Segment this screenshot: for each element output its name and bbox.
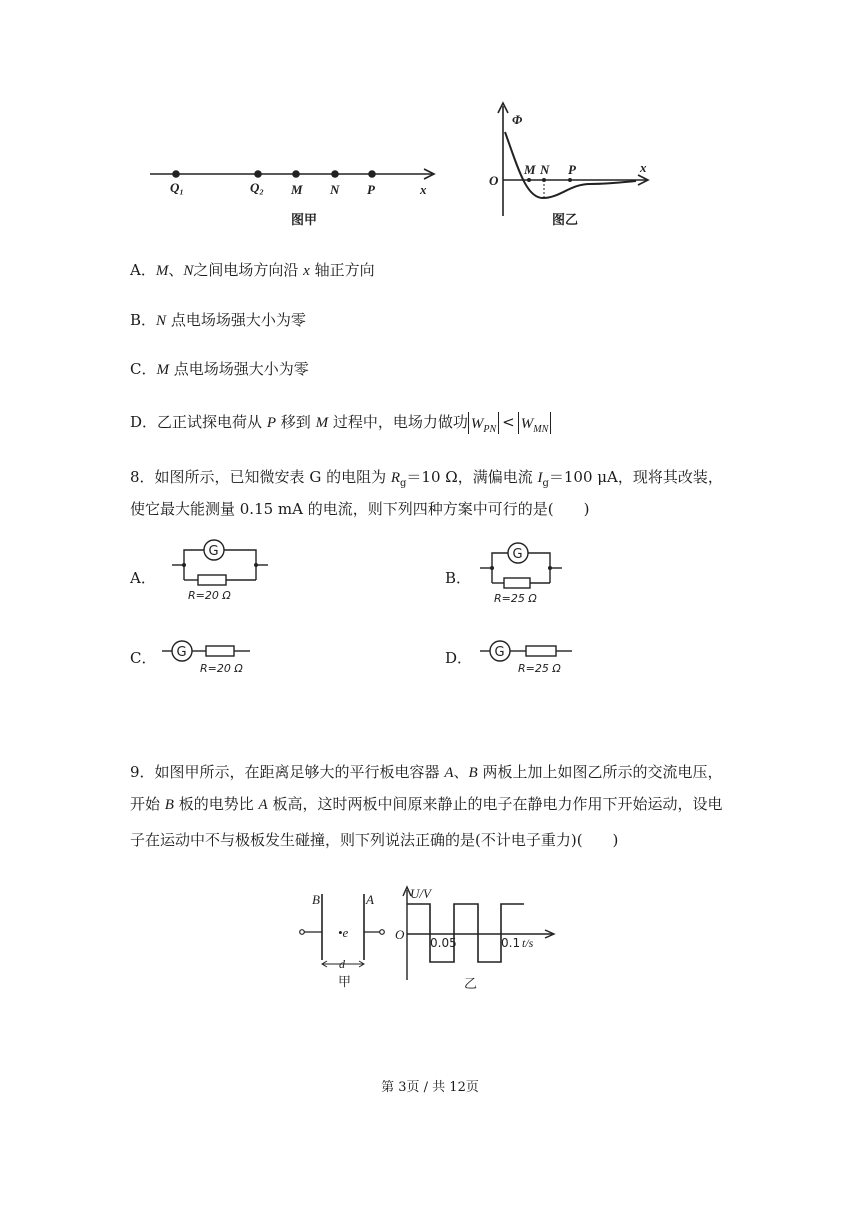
work-mn-abs: $W_{MN}$ <box>518 412 552 434</box>
q8-option-d-resistor: R=25 Ω <box>518 662 561 675</box>
figure-7-right <box>489 103 648 228</box>
axis-x-label-left: x <box>420 182 427 197</box>
q8-stem-line1: 8．如图所示，已知微安表 G 的电阻为 $R_g=10$ Ω，满偏电流 $I_g=100$ μA，现将其改装， <box>130 468 723 489</box>
q8-option-c-resistor: R=20 Ω <box>200 662 243 675</box>
y-axis-label: U/V <box>410 886 431 901</box>
q8-option-b-resistor: R=25 Ω <box>494 592 537 605</box>
point-m-label: M <box>291 182 303 197</box>
galvanometer-g-icon: G <box>512 547 523 562</box>
work-pn-abs: $W_{PN}$ <box>468 412 499 434</box>
q7-option-c: C．M 点电场场强大小为零 <box>130 360 309 378</box>
galvanometer-g-icon: G <box>176 645 187 660</box>
plate-b-label: B <box>312 892 320 907</box>
q7-option-a: A．M、N之间电场方向沿 x 轴正方向 <box>130 261 375 279</box>
origin-label-9: O <box>395 927 405 942</box>
q8-option-a-resistor: R=20 Ω <box>188 589 231 602</box>
plate-a-label: A <box>366 892 374 907</box>
axis-phi-label: Φ <box>512 112 523 127</box>
electron-label: •e <box>338 925 349 940</box>
origin-label-right: O <box>489 173 499 188</box>
q8-option-b-circuit <box>478 541 578 605</box>
figure-9-capacitor <box>300 892 385 990</box>
point-n-label: N <box>330 182 340 197</box>
q7-option-d: D．乙正试探电荷从 P 移到 M 过程中，电场力做功 $W_{PN} < W_{MN}$ <box>130 410 551 435</box>
galvanometer-g-icon: G <box>208 544 219 559</box>
q9-stem-line2: 开始 B 板的电势比 A 板高，这时两板中间原来静止的电子在静电力作用下开始运动，设电 <box>130 795 723 813</box>
point-q1-label: Q₁ <box>170 180 184 195</box>
figure-7 <box>150 98 670 238</box>
q9-stem-line1: 9．如图甲所示，在距离足够大的平行板电容器 A、B 两板上加上如图乙所示的交流电压， <box>130 763 723 781</box>
q7-option-b: B．N 点电场场强大小为零 <box>130 311 306 329</box>
q8-option-d-circuit <box>478 638 582 678</box>
q9-stem-line3: 子在运动中不与极板发生碰撞，则下列说法正确的是(不计电子重力)( ) <box>130 831 619 849</box>
q8-option-b-label: B． <box>445 569 472 587</box>
gap-d-label: d <box>339 957 345 971</box>
curve-n-label: N <box>540 162 550 177</box>
q8-option-d-label: D． <box>445 649 473 667</box>
x-axis-label: t/s <box>522 936 534 950</box>
point-p-label: P <box>367 182 375 197</box>
tick-005-label: 0.05 <box>430 936 457 950</box>
caption-jia-9: 甲 <box>338 975 352 990</box>
caption-figure-yi: 图乙 <box>552 213 579 228</box>
caption-figure-jia: 图甲 <box>291 213 318 228</box>
curve-p-label: P <box>568 162 576 177</box>
q8-option-a-circuit <box>170 538 270 602</box>
curve-m-label: M <box>524 162 536 177</box>
q8-option-a-label: A． <box>130 569 156 587</box>
q8-stem-line2: 使它最大能测量 0.15 mA 的电流，则下列四种方案中可行的是( ) <box>130 500 590 518</box>
axis-x-label-right: x <box>640 160 647 175</box>
q8-option-c-label: C． <box>130 649 157 667</box>
point-q2-label: Q₂ <box>250 180 264 195</box>
galvanometer-g-icon: G <box>494 645 505 660</box>
figure-9 <box>296 884 566 994</box>
figure-7-left <box>150 169 434 228</box>
figure-9-voltage-graph <box>395 886 554 992</box>
page-footer: 第 3页 / 共 12页 <box>381 1080 479 1095</box>
tick-01-label: 0.1 <box>501 936 521 950</box>
caption-yi-9: 乙 <box>464 977 478 992</box>
q8-option-c-circuit <box>160 638 260 678</box>
